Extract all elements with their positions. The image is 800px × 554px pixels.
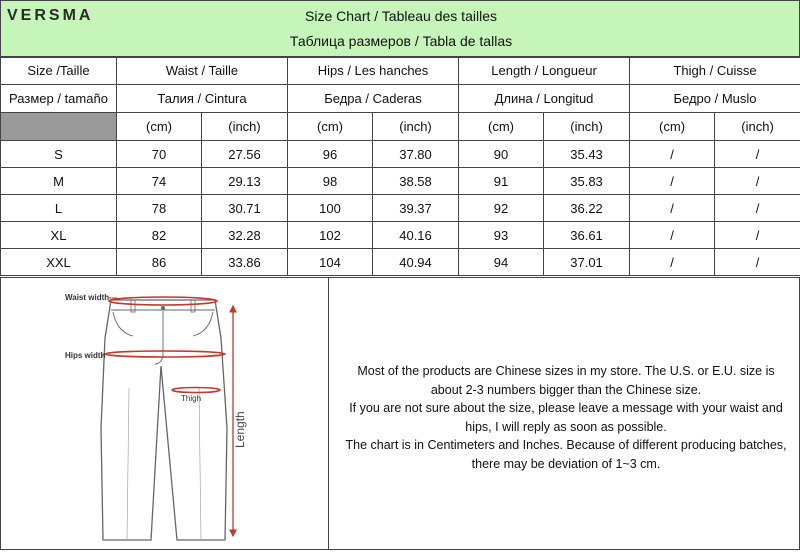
size-rows — [1, 141, 800, 276]
header-row-alt — [1, 85, 800, 113]
value-cell: 33.86 — [202, 249, 288, 276]
value-cell: 38.58 — [373, 168, 459, 195]
length-label: Length — [233, 411, 247, 448]
value-cell: 74 — [117, 168, 202, 195]
bottom-section — [0, 277, 800, 550]
note-line: If you are not sure about the size, please leave a message with your waist and — [331, 399, 800, 418]
value-cell: 78 — [117, 195, 202, 222]
unit-cell: (cm) — [459, 113, 544, 141]
value-cell: 82 — [117, 222, 202, 249]
value-cell: 92 — [459, 195, 544, 222]
value-cell: 40.94 — [373, 249, 459, 276]
units-row — [1, 113, 800, 141]
size-row — [1, 249, 800, 276]
value-cell: 35.83 — [544, 168, 630, 195]
waist-header: Waist / Taille — [117, 57, 288, 85]
unit-cell: (cm) — [630, 113, 715, 141]
value-cell: 32.28 — [202, 222, 288, 249]
header-banner — [0, 0, 800, 58]
value-cell: 27.56 — [202, 141, 288, 168]
pants-diagram — [1, 278, 328, 549]
length-header: Length / Longueur — [459, 57, 630, 85]
note-line: there may be deviation of 1~3 cm. — [331, 455, 800, 474]
note-line: hips, I will reply as soon as possible. — [331, 418, 800, 437]
size-cell: S — [1, 141, 117, 168]
chart-subtitle: Таблица размеров / Tabla de tallas — [1, 33, 800, 49]
value-cell: 29.13 — [202, 168, 288, 195]
waist-header-alt: Талия / Cintura — [117, 85, 288, 113]
value-cell: 37.01 — [544, 249, 630, 276]
length-header-alt: Длина / Longitud — [459, 85, 630, 113]
size-cell: M — [1, 168, 117, 195]
value-cell: / — [630, 168, 715, 195]
unit-cell: (inch) — [544, 113, 630, 141]
section-divider — [328, 278, 329, 549]
value-cell: 104 — [288, 249, 373, 276]
waist-width-label: Waist width — [65, 293, 109, 302]
size-header-alt: Размер / tamaño — [1, 85, 117, 113]
brand-logo: VERSMA — [7, 7, 93, 25]
note-line: about 2-3 numbers bigger than the Chinese size. — [331, 381, 800, 400]
value-cell: 35.43 — [544, 141, 630, 168]
size-row — [1, 195, 800, 222]
unit-cell: (inch) — [202, 113, 288, 141]
size-row — [1, 168, 800, 195]
value-cell: / — [715, 168, 800, 195]
value-cell: / — [715, 222, 800, 249]
thigh-header: Thigh / Cuisse — [630, 57, 800, 85]
value-cell: 93 — [459, 222, 544, 249]
thigh-header-alt: Бедро / Muslo — [630, 85, 800, 113]
size-cell: L — [1, 195, 117, 222]
hips-header: Hips / Les hanches — [288, 57, 459, 85]
thigh-label: Thigh — [181, 394, 201, 403]
value-cell: 36.22 — [544, 195, 630, 222]
hips-header-alt: Бедра / Caderas — [288, 85, 459, 113]
size-row — [1, 141, 800, 168]
value-cell: / — [630, 249, 715, 276]
note-line: The chart is in Centimeters and Inches. Because of different producing batches, — [331, 436, 800, 455]
value-cell: 102 — [288, 222, 373, 249]
value-cell: / — [630, 195, 715, 222]
blank-gray-cell — [1, 113, 117, 141]
size-table — [0, 56, 800, 276]
value-cell: / — [715, 141, 800, 168]
value-cell: 39.37 — [373, 195, 459, 222]
value-cell: 70 — [117, 141, 202, 168]
unit-cell: (cm) — [288, 113, 373, 141]
value-cell: / — [630, 222, 715, 249]
size-cell: XXL — [1, 249, 117, 276]
size-header: Size /Taille — [1, 57, 117, 85]
value-cell: 40.16 — [373, 222, 459, 249]
unit-cell: (cm) — [117, 113, 202, 141]
pants-outline — [101, 300, 227, 540]
header-row-en — [1, 57, 800, 85]
value-cell: 94 — [459, 249, 544, 276]
value-cell: 86 — [117, 249, 202, 276]
value-cell: / — [715, 195, 800, 222]
value-cell: 98 — [288, 168, 373, 195]
value-cell: / — [715, 249, 800, 276]
value-cell: 30.71 — [202, 195, 288, 222]
value-cell: 37.80 — [373, 141, 459, 168]
size-note — [331, 362, 800, 473]
chart-title: Size Chart / Tableau des tailles — [1, 8, 800, 24]
value-cell: / — [630, 141, 715, 168]
note-line: Most of the products are Chinese sizes in my store. The U.S. or E.U. size is — [331, 362, 800, 381]
value-cell: 100 — [288, 195, 373, 222]
size-cell: XL — [1, 222, 117, 249]
unit-cell: (inch) — [715, 113, 800, 141]
value-cell: 90 — [459, 141, 544, 168]
button-mark — [161, 306, 165, 310]
hips-width-label: Hips width — [65, 351, 106, 360]
unit-cell: (inch) — [373, 113, 459, 141]
size-row — [1, 222, 800, 249]
value-cell: 36.61 — [544, 222, 630, 249]
value-cell: 96 — [288, 141, 373, 168]
pants-illustration — [1, 278, 328, 549]
value-cell: 91 — [459, 168, 544, 195]
